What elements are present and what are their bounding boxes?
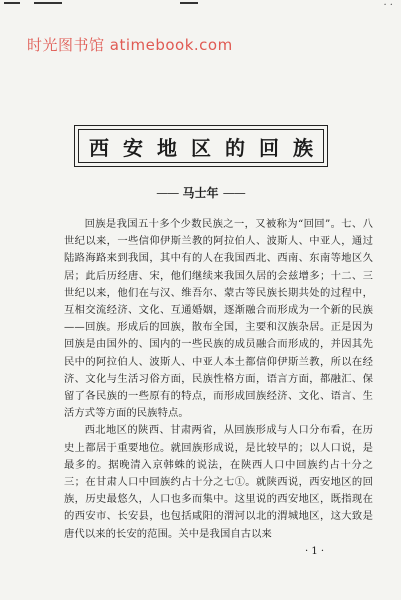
title-frame — [74, 125, 328, 167]
author-dash-left: —— — [156, 186, 179, 200]
author-dash-right: —— — [222, 186, 245, 200]
page-number: · 1 · — [305, 546, 325, 557]
corner-marks: · · — [383, 0, 393, 11]
body-text — [64, 216, 373, 543]
top-rule-right — [180, 2, 198, 4]
article-title: 西安地区的回族 — [89, 135, 327, 160]
author-name: 马士年 — [182, 186, 219, 200]
paragraph: 回族是我国五十多个少数民族之一，又被称为“回回”。七、八世纪以来，一些信仰伊斯兰教的阿拉伯人、波斯人、中亚人，通过陆路海路来到我国，其中有的人在我国西北、西南、东南等地区久居；此后历经唐、宋，他们继续来我国久居的会兹增多；十二、三世纪以来，他们在与汉、维吾尔、蒙古等民族长期共处的过程中，互相交流经济、文化、互通婚姻，逐渐融合而形成为一个新的民族——回族。形成后的回族，散布全国，主要和汉族杂居。正是因为回族是由国外的、国内的一些民族的成员融合而形成的，并因其先民中的阿拉伯人、波斯人、中亚人本土都信仰伊斯兰教，所以在经济、文化与生活习俗方面，民族性格方面，语言方面，都融汇、保留了各民族的一些原有的特点，而形成回族经济、文化、语言、生活方式等方面的民族特点。 — [64, 218, 373, 420]
author-line — [0, 184, 401, 201]
paragraph: 西北地区的陕西、甘肃两省，从回族形成与人口分布看，在历史上都居于重要地位。就回族形成说，是比较早的；以人口说，是最多的。据晚清入京韩蛛的说法，在陕西人口中回族约占十分之三；在甘肃人口中回族约占十分之七①。就陕西说，西安地区的回族，历史最悠久，人口也多而集中。这里说的西安地区，既指现在的西安市、长安县，也包括咸阳的渭河以北的渭城地区，这大致是唐代以来的长安的范围。关中是我国自古以来 — [64, 424, 373, 540]
top-rule-left — [4, 2, 20, 4]
watermark: 时光图书馆 atimebook.com — [27, 36, 233, 54]
top-rule-middle — [34, 2, 62, 4]
